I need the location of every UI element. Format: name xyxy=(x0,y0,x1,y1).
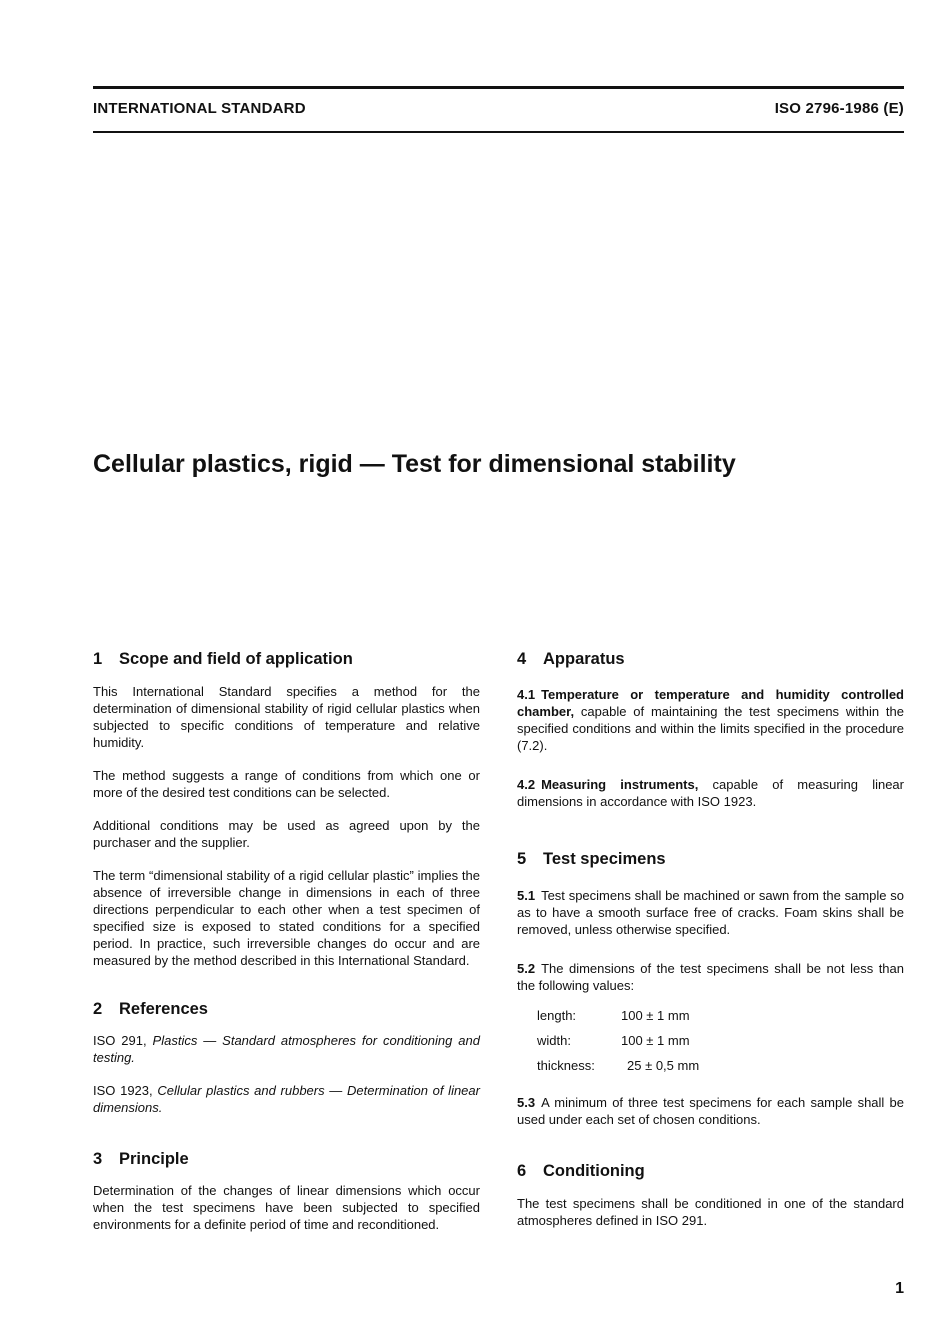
reference-iso-291: ISO 291, Plastics — Standard atmospheres for conditioning and testing. xyxy=(93,1033,480,1065)
dimensions-table xyxy=(537,1003,699,1078)
dimension-value: 100 ± 1 mm xyxy=(621,1033,690,1048)
principle-paragraph: Determination of the changes of linear dimensions which occur when the test specimens have been subjected to specified environments for a definite period of time and reconditioned. xyxy=(93,1183,480,1232)
scope-paragraph-3: Additional conditions may be used as agreed upon by the purchaser and the supplier. xyxy=(93,818,480,850)
section-2-heading: 2 References xyxy=(93,1000,208,1018)
page-number: 1 xyxy=(895,1280,904,1297)
section-1-heading: 1 Scope and field of application xyxy=(93,650,353,668)
section-5-heading: 5 Test specimens xyxy=(517,850,666,868)
dimension-label: length: xyxy=(537,1008,577,1023)
dimension-label: thickness: xyxy=(537,1058,595,1073)
dimension-row-thickness xyxy=(537,1053,699,1078)
clause-5-1: 5.1 Test specimens shall be machined or sawn from the sample so as to have a smooth surface free of cracks. Foam skins shall be removed, unless otherwise specified. xyxy=(517,888,904,937)
right-column xyxy=(517,648,904,1229)
clause-5-2: 5.2 The dimensions of the test specimens shall be not less than the following values: xyxy=(517,961,904,993)
header-top-rule xyxy=(93,86,904,89)
scope-paragraph-4: The term “dimensional stability of a rigid cellular plastic” implies the absence of irreversible change in dimensions in each of three directions perpendicular to each other when a test specimen of specified size is exposed to stated conditions for a specified period. In practice, such irreversible changes do occur and are measured by the method described in this International Standard. xyxy=(93,868,480,968)
clause-4-2: 4.2 Measuring instruments, capable of measuring linear dimensions in accordance with ISO 1923. xyxy=(517,777,904,809)
dimension-label: width: xyxy=(537,1033,571,1048)
dimension-row-length xyxy=(537,1003,699,1028)
scope-paragraph-2: The method suggests a range of conditions from which one or more of the desired test conditions can be selected. xyxy=(93,768,480,800)
section-4-heading: 4 Apparatus xyxy=(517,650,625,668)
dimension-value: 100 ± 1 mm xyxy=(621,1008,690,1023)
conditioning-paragraph: The test specimens shall be conditioned in one of the standard atmospheres defined in ISO 291. xyxy=(517,1196,904,1228)
section-3-heading: 3 Principle xyxy=(93,1150,189,1168)
standard-number: ISO 2796-1986 (E) xyxy=(774,100,904,117)
scope-paragraph-1: This International Standard specifies a method for the determination of dimensional stability of rigid cellular plastics when subjected to specific conditions of temperature and relative humidity. xyxy=(93,684,480,750)
section-6-heading: 6 Conditioning xyxy=(517,1162,645,1180)
left-column xyxy=(93,648,480,1233)
dimension-row-width xyxy=(537,1028,699,1053)
dimension-value: 25 ± 0,5 mm xyxy=(627,1058,700,1073)
document-type-label: INTERNATIONAL STANDARD xyxy=(93,100,306,117)
reference-iso-1923: ISO 1923, Cellular plastics and rubbers — Determination of linear dimensions. xyxy=(93,1083,480,1115)
document-title: Cellular plastics, rigid — Test for dimensional stability xyxy=(93,450,736,478)
clause-5-3: 5.3 A minimum of three test specimens for each sample shall be used under each set of chosen conditions. xyxy=(517,1095,904,1127)
clause-4-1: 4.1 Temperature or temperature and humidity controlled chamber, capable of maintaining the test specimens within the specified conditions and within the limits specified in the procedure (7.2). xyxy=(517,687,904,753)
header-bottom-rule xyxy=(93,131,904,133)
